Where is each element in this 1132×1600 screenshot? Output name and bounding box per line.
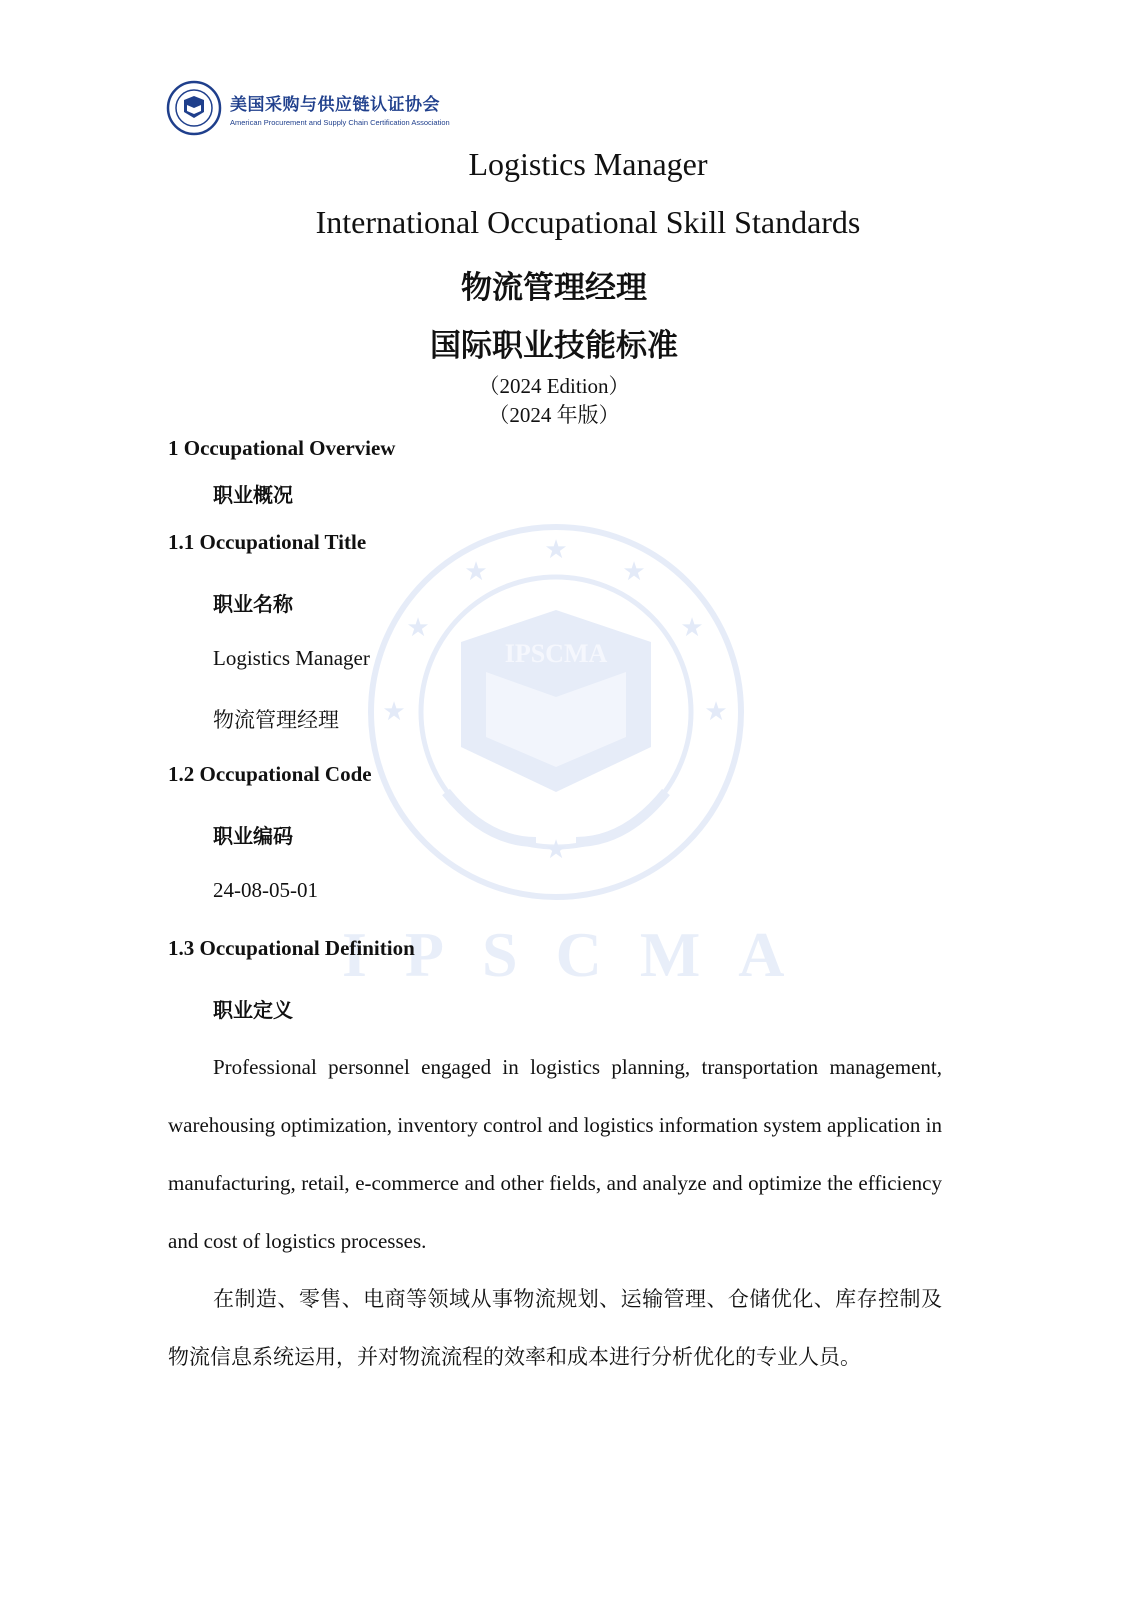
svg-text:★: ★ <box>382 697 406 726</box>
org-name-cn: 美国采购与供应链认证协会 <box>230 94 440 115</box>
definition-paragraph-cn: 在制造、零售、电商等领域从事物流规划、运输管理、仓储优化、库存控制及物流信息系统运用，并对物流流程的效率和成本进行分析优化的专业人员。 <box>168 1287 942 1369</box>
title-en-line2: International Occupational Skill Standards <box>315 204 861 240</box>
watermark-seal <box>366 522 746 907</box>
svg-text:★: ★ <box>622 557 646 586</box>
title-cn-line2: 国际职业技能标准 <box>430 328 678 364</box>
edition-en: （2024 Edition） <box>478 374 630 398</box>
org-name-en: American Procurement and Supply Chain Certification Association <box>230 117 450 127</box>
title-en-line1: Logistics Manager <box>468 146 708 182</box>
section-1-1-heading: 1.1 Occupational Title <box>168 530 367 554</box>
org-seal-icon <box>166 80 222 136</box>
watermark-text: IPSCMA <box>342 919 823 990</box>
svg-text:★: ★ <box>680 613 704 642</box>
edition-cn: （2024 年版） <box>488 403 620 427</box>
section-1-3-heading-cn: 职业定义 <box>213 998 293 1022</box>
occupation-code: 24-08-05-01 <box>213 878 318 902</box>
svg-text:★: ★ <box>406 613 430 642</box>
section-1-3-heading: 1.3 Occupational Definition <box>168 936 415 960</box>
section-1-heading-cn: 职业概况 <box>213 483 293 507</box>
title-cn-line1: 物流管理经理 <box>461 270 647 306</box>
section-1-2-heading-cn: 职业编码 <box>213 824 293 848</box>
svg-text:★: ★ <box>704 697 728 726</box>
watermark-seal-text: IPSCMA <box>504 639 608 668</box>
section-1-2-heading: 1.2 Occupational Code <box>168 762 372 786</box>
svg-text:★: ★ <box>544 535 568 564</box>
svg-text:★: ★ <box>464 557 488 586</box>
occupation-title-cn: 物流管理经理 <box>213 708 339 732</box>
occupation-title-en: Logistics Manager <box>213 646 370 670</box>
svg-text:★: ★ <box>544 835 568 864</box>
section-1-heading: 1 Occupational Overview <box>168 436 396 460</box>
section-1-1-heading-cn: 职业名称 <box>213 592 293 616</box>
definition-paragraph-en: Professional personnel engaged in logistics planning, transportation management, warehousing optimization, inventory control and logistics information system application in manufacturing, retail, e-commerce and other fields, and analyze and optimize the efficiency and cost of logistics processes. <box>168 1055 942 1253</box>
org-logo <box>166 80 450 136</box>
